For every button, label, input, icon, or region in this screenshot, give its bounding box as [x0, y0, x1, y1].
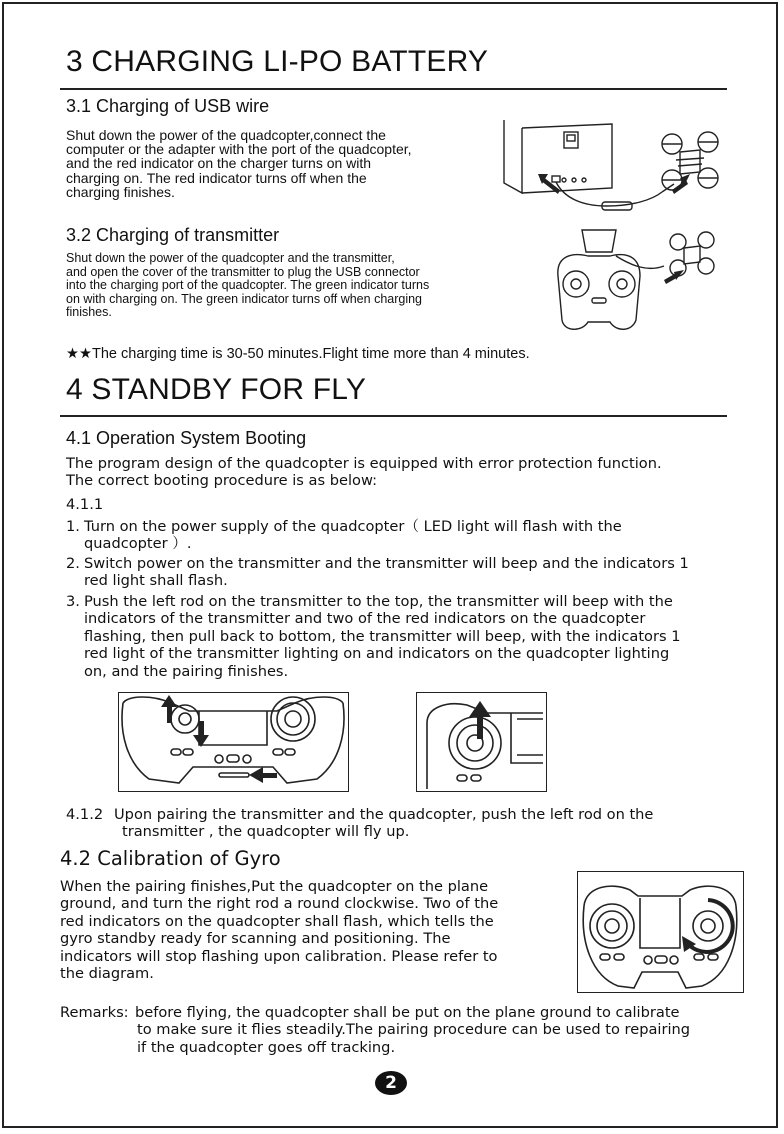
text-line: Switch power on the transmitter and the transmitter will beep and the indicators 1: [84, 555, 689, 572]
text-line: ground, and turn the right rod a round clockwise. Two of the: [60, 895, 499, 913]
text-line: the diagram.: [60, 965, 154, 983]
text-line: before flying, the quadcopter shall be put on the plane ground to calibrate: [135, 1004, 680, 1021]
left-stick-push-pull-diagram: [118, 692, 349, 792]
text-line: flashing, then pull back to bottom, the transmitter will beep, with the indicators 1: [84, 627, 681, 645]
text-line: on with charging on. The green indicator turns off when charging: [66, 291, 423, 306]
text-line: red indicators on the quadcopter shall flash, which tells the: [60, 912, 494, 930]
text-line: and open the cover of the transmitter to plug the USB connector: [66, 264, 420, 279]
text-line: charging on. The red indicator turns off when the: [66, 169, 367, 186]
section-4-2-heading: 4.2 Calibration of Gyro: [60, 847, 281, 870]
charging-time-note: ★★The charging time is 30-50 minutes.Flight time more than 4 minutes.: [66, 346, 530, 362]
text-line: Upon pairing the transmitter and the quadcopter, push the left rod on the: [114, 806, 654, 823]
step-number: 3.: [66, 593, 80, 610]
usb-charging-illustration: [502, 118, 728, 216]
section-3-2-heading: 3.2 Charging of transmitter: [66, 225, 280, 245]
page-number: 2: [375, 1071, 407, 1095]
text-line: Push the left rod on the transmitter to the top, the transmitter will beep with the: [84, 593, 673, 610]
list-item: [66, 518, 756, 553]
step-4-1-2-label: 4.1.2: [66, 806, 104, 823]
step-number: 1.: [66, 518, 80, 535]
section-3-1-text: [66, 128, 506, 199]
remarks-label: Remarks:: [60, 1004, 129, 1021]
text-line: finishes.: [66, 305, 112, 320]
section-3-rule: [60, 88, 727, 90]
section-3-1-heading: 3.1 Charging of USB wire: [66, 96, 270, 116]
text-line: red light of the transmitter lighting on and indicators on the quadcopter lighting: [84, 645, 670, 663]
text-line: indicators of the transmitter and two of the red indicators on the quadcopter: [84, 610, 646, 628]
transmitter-charging-illustration: [552, 226, 722, 334]
text-line: if the quadcopter goes off tracking.: [137, 1038, 396, 1056]
text-line: to make sure it flies steadily.The pairing procedure can be used to repairing: [137, 1021, 691, 1039]
text-line: gyro standby ready for scanning and positioning. The: [60, 930, 451, 948]
text-line: Shut down the power of the quadcopter and the transmitter,: [66, 251, 395, 265]
section-3-2-text: [66, 252, 526, 320]
text-line: transmitter , the quadcopter will fly up.: [122, 823, 410, 841]
section-4-1-heading: 4.1 Operation System Booting: [66, 428, 307, 448]
step-4-1-2: [66, 806, 756, 841]
text-line: Shut down the power of the quadcopter,connect the: [66, 127, 386, 143]
left-stick-up-diagram: [416, 692, 547, 792]
step-number: 2.: [66, 555, 80, 572]
text-line: computer or the adapter with the port of the quadcopter,: [66, 141, 412, 158]
text-line: and the red indicator on the charger turns on with: [66, 155, 372, 172]
right-stick-rotate-diagram: [577, 871, 744, 993]
list-item: [66, 555, 756, 590]
list-item: [66, 593, 756, 680]
text-line: When the pairing finishes,Put the quadcopter on the plane: [60, 878, 489, 895]
section-4-title: 4 STANDBY FOR FLY: [66, 373, 367, 406]
remarks: [60, 1004, 760, 1056]
section-3-title: 3 CHARGING LI-PO BATTERY: [66, 45, 489, 78]
text-line: red light shall flash.: [84, 572, 228, 590]
text-line: into the charging port of the quadcopter. The green indicator turns: [66, 278, 430, 293]
sub-label-4-1-1: 4.1.1: [66, 496, 104, 513]
text-line: indicators will stop flashing upon calibration. Please refer to: [60, 947, 498, 965]
text-line: The correct booting procedure is as below:: [66, 472, 378, 490]
text-line: on, and the pairing finishes.: [84, 662, 289, 680]
text-line: charging finishes.: [66, 183, 175, 200]
section-4-rule: [60, 415, 727, 417]
text-line: quadcopter ）.: [84, 535, 192, 553]
text-line: The program design of the quadcopter is equipped with error protection function.: [66, 455, 662, 472]
booting-intro: [66, 455, 756, 490]
gyro-text: [60, 878, 560, 982]
text-line: Turn on the power supply of the quadcopter（ LED light will flash with the: [84, 518, 622, 535]
